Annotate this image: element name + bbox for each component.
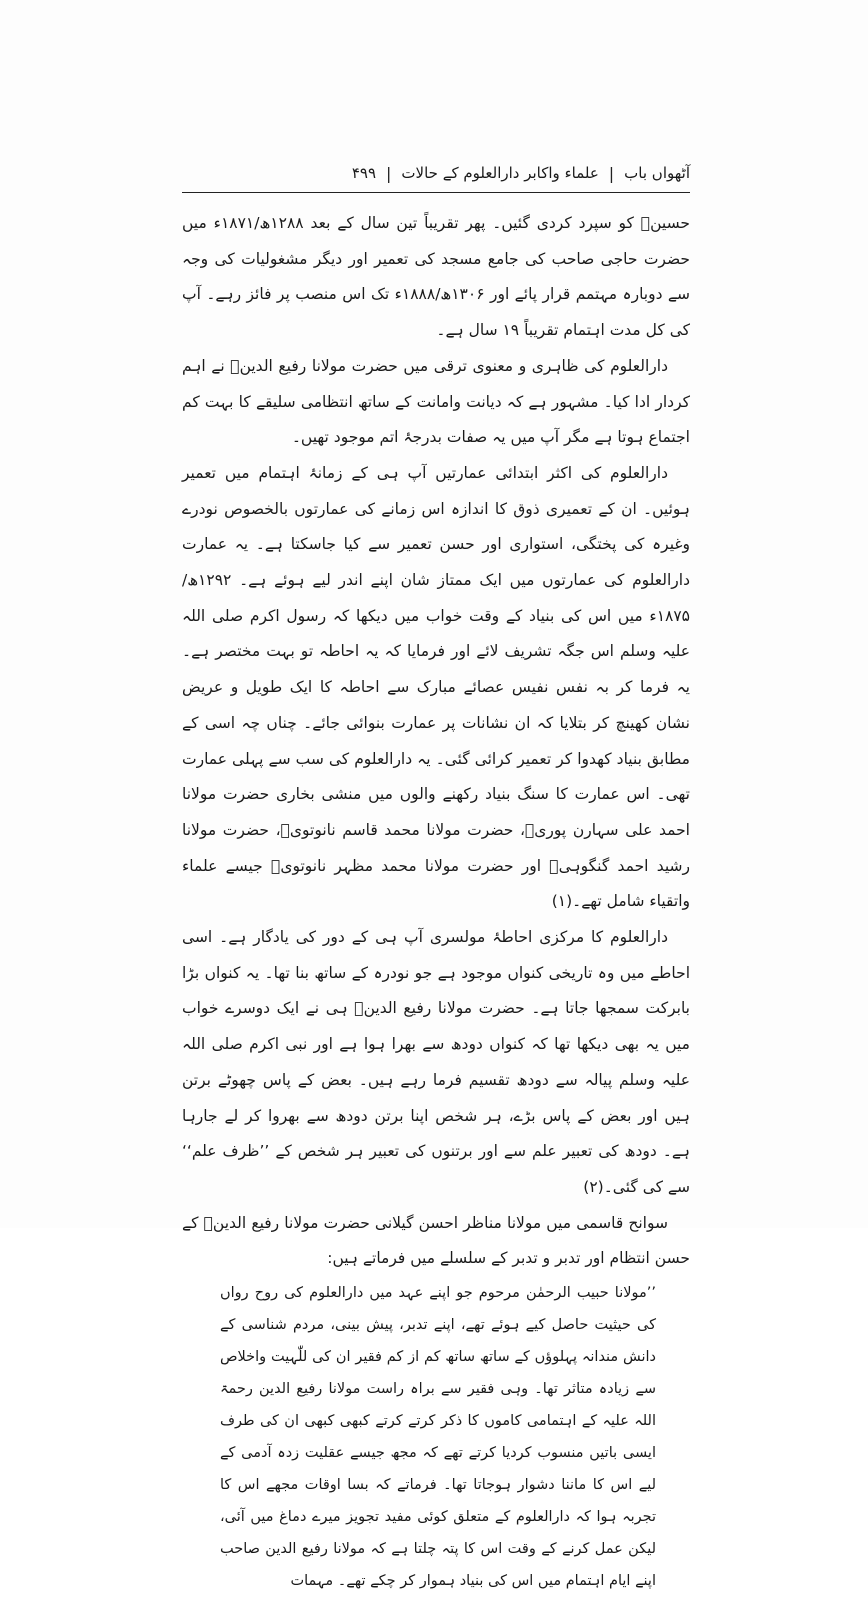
header-separator: | xyxy=(608,163,615,183)
chapter-label: آٹھواں باب xyxy=(624,164,690,182)
paragraph: سوانح قاسمی میں مولانا مناظر احسن گیلانی حضرت مولانا رفیع الدینؒ کے حسن انتظام اور تدبر و تدبر کے سلسلے میں فرماتے ہیں: xyxy=(182,1213,690,1268)
paragraph: حسینؒ کو سپرد کردی گئیں۔ پھر تقریباً تین سال کے بعد ۱۲۸۸ھ/۱۸۷۱ء میں حضرت حاجی صاحب کی جامع مسجد کی تعمیر اور دیگر مشغولیات کی وجہ سے دوبارہ مہتمم قرار پائے اور ۱۳۰۶ھ/۱۸۸۸ء تک اس منصب پر فائز رہے۔ آپ کی کل مدت اہتمام تقریباً ۱۹ سال ہے۔ xyxy=(182,214,690,340)
header-separator: | xyxy=(386,163,392,183)
chapter-title: علماء واکابر دارالعلوم کے حالات xyxy=(401,164,599,182)
paragraph: دارالعلوم کی ظاہری و معنوی ترقی میں حضرت مولانا رفیع الدینؒ نے اہم کردار ادا کیا۔ مشہور ہے کہ دیانت وامانت کے ساتھ انتظامی سلیقے کا بہت کم اجتماع ہوتا ہے مگر آپ میں یہ صفات بدرجۂ اتم موجود تھیں۔ xyxy=(182,356,690,447)
header-rule xyxy=(182,192,690,193)
running-header xyxy=(182,158,690,188)
body-text xyxy=(182,206,690,1597)
paragraph: دارالعلوم کا مرکزی احاطۂ مولسری آپ ہی کے دور کی یادگار ہے۔ اسی احاطے میں وہ تاریخی کنواں موجود ہے جو نودرہ کے ساتھ بنا تھا۔ یہ کنواں بڑا بابرکت سمجھا جاتا ہے۔ حضرت مولانا رفیع الدینؒ ہی نے ایک دوسرے خواب میں یہ بھی دیکھا تھا کہ کنواں دودھ سے بھرا ہوا ہے اور نبی اکرم صلی اللہ علیہ وسلم پیالہ سے دودھ تقسیم فرما رہے ہیں۔ بعض کے پاس چھوٹے برتن ہیں اور بعض کے پاس بڑے، ہر شخص اپنا برتن دودھ سے بھروا کر لے جارہا ہے۔ دودھ کی تعبیر علم سے اور برتنوں کی تعبیر ہر شخص کے ’’ظرف علم‘‘ سے کی گئی۔(۲) xyxy=(182,928,690,1196)
block-quote: ’’مولانا حبیب الرحمٰن مرحوم جو اپنے عہد میں دارالعلوم کی روح رواں کی حیثیت حاصل کیے ہوئے تھے، اپنے تدبر، پیش بینی، مردم شناسی کے دانش مندانہ پہلوؤں کے ساتھ ساتھ کم از کم فقیر ان کی للّٰہیت واخلاص سے زیادہ متاثر تھا۔ وہی فقیر سے براہ راست مولانا رفیع الدین رحمۃ اللہ علیہ کے اہتمامی کاموں کا ذکر کرتے کرتے کبھی کبھی ان کی طرف ایسی باتیں منسوب کردیا کرتے تھے کہ مجھ جیسے عقلیت زدہ آدمی کے لیے اس کا ماننا دشوار ہوجاتا تھا۔ فرماتے کہ بسا اوقات مجھے اس کا تجربہ ہوا کہ دارالعلوم کے متعلق کوئی مفید تجویز میرے دماغ میں آئی، لیکن عمل کرنے کے وقت اس کا پتہ چلتا ہے کہ مولانا رفیع الدین صاحب اپنے ایام اہتمام میں اس کی بنیاد ہموار کر چکے تھے۔ مہمات xyxy=(220,1285,656,1590)
page-number: ۴۹۹ xyxy=(351,164,377,182)
paragraph: دارالعلوم کی اکثر ابتدائی عمارتیں آپ ہی کے زمانۂ اہتمام میں تعمیر ہوئیں۔ ان کے تعمیری ذوق کا اندازہ اس زمانے کی عمارتوں بالخصوص نودرے وغیرہ کی پختگی، استواری اور حسن تعمیر سے کیا جاسکتا ہے۔ یہ عمارت دارالعلوم کی عمارتوں میں ایک ممتاز شان اپنے اندر لیے ہوئے ہے۔ ۱۲۹۲ھ/۱۸۷۵ء میں اس کی بنیاد کے وقت خواب میں دیکھا کہ رسول اکرم صلی اللہ علیہ وسلم اس جگہ تشریف لائے اور فرمایا کہ یہ احاطہ تو بہت مختصر ہے۔ یہ فرما کر بہ نفس نفیس عصائے مبارک سے احاطہ کا ایک طویل و عریض نشان کھینچ کر بتلایا کہ ان نشانات پر عمارت بنوائی جائے۔ چناں چہ اسی کے مطابق بنیاد کھدوا کر تعمیر کرائی گئی۔ یہ دارالعلوم کی سب سے پہلی عمارت تھی۔ اس عمارت کا سنگ بنیاد رکھنے والوں میں منشی بخاری حضرت مولانا احمد علی سہارن پوریؒ، حضرت مولانا محمد قاسم نانوتویؒ، حضرت مولانا رشید احمد گنگوہیؒ اور حضرت مولانا محمد مظہر نانوتویؒ جیسے علماء واتقیاء شامل تھے۔(۱) xyxy=(182,463,690,911)
